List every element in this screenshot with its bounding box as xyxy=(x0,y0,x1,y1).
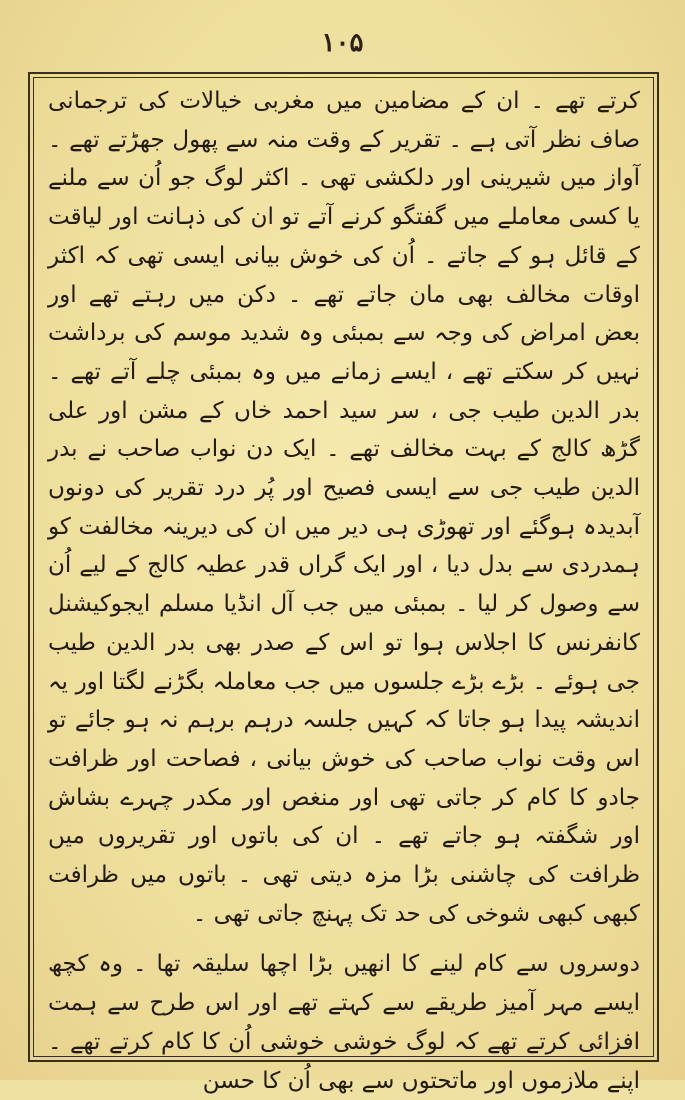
paragraph-2: دوسروں سے کام لینے کا انھیں بڑا اچھا سلیقہ تھا ۔ وہ کچھ ایسے مہر آمیز طریقے سے کہتے تھے اور اس طرح سے ہمت افزائی کرتے تھے کہ لوگ خوشی خوشی اُن کا کام کرتے تھے ۔ اپنے ملازموں اور ماتحتوں سے بھی اُن کا حسن xyxy=(48,951,640,1094)
body-text xyxy=(48,82,640,1094)
page-number: ۱۰۵ xyxy=(321,28,364,58)
paragraph-1: کرتے تھے ۔ ان کے مضامین میں مغربی خیالات کی ترجمانی صاف نظر آتی ہے ۔ تقریر کے وقت منہ سے پھول جھڑتے تھے ۔ آواز میں شیرینی اور دلکشی تھی ۔ اکثر لوگ جو اُن سے ملنے یا کسی معاملے میں گفتگو کرنے آتے تو ان کی ذہانت اور لیاقت کے قائل ہو کے جاتے ۔ اُن کی خوش بیانی ایسی تھی کہ اکثر اوقات مخالف بھی مان جاتے تھے ۔ دکن میں رہتے تھے اور بعض امراض کی وجہ سے بمبئی وہ شدید موسم کی برداشت نہیں کر سکتے تھے ، ایسے زمانے میں وہ بمبئی چلے آتے تھے ۔ بدر الدین طیب جی ، سر سید احمد خاں کے مشن اور علی گڑھ کالج کے بہت مخالف تھے ۔ ایک دن نواب صاحب نے بدر الدین طیب جی سے ایسی فصیح اور پُر درد تقریر کی دونوں آبدیدہ ہوگئے اور تھوڑی ہی دیر میں ان کی دیرینہ مخالفت کو ہمدردی سے بدل دیا ، اور ایک گراں قدر عطیہ کالج کے لیے اُن سے وصول کر لیا ۔ بمبئی میں جب آل انڈیا مسلم ایجوکیشنل کانفرنس کا اجلاس ہوا تو اس کے صدر بھی بدر الدین طیب جی ہوئے ۔ بڑے بڑے جلسوں میں جب معاملہ بگڑنے لگتا اور یہ اندیشہ پیدا ہو جاتا کہ کہیں جلسہ درہم برہم نہ ہو جائے تو اس وقت نواب صاحب کی خوش بیانی ، فصاحت اور ظرافت جادو کا کام کر جاتی تھی اور منغص اور مکدر چہرے بشاش اور شگفتہ ہو جاتے تھے ۔ ان کی باتوں اور تقریروں میں ظرافت کی چاشنی بڑا مزہ دیتی تھی ۔ باتوں میں ظرافت کبھی کبھی شوخی کی حد تک پہنچ جاتی تھی ۔ xyxy=(48,88,640,927)
